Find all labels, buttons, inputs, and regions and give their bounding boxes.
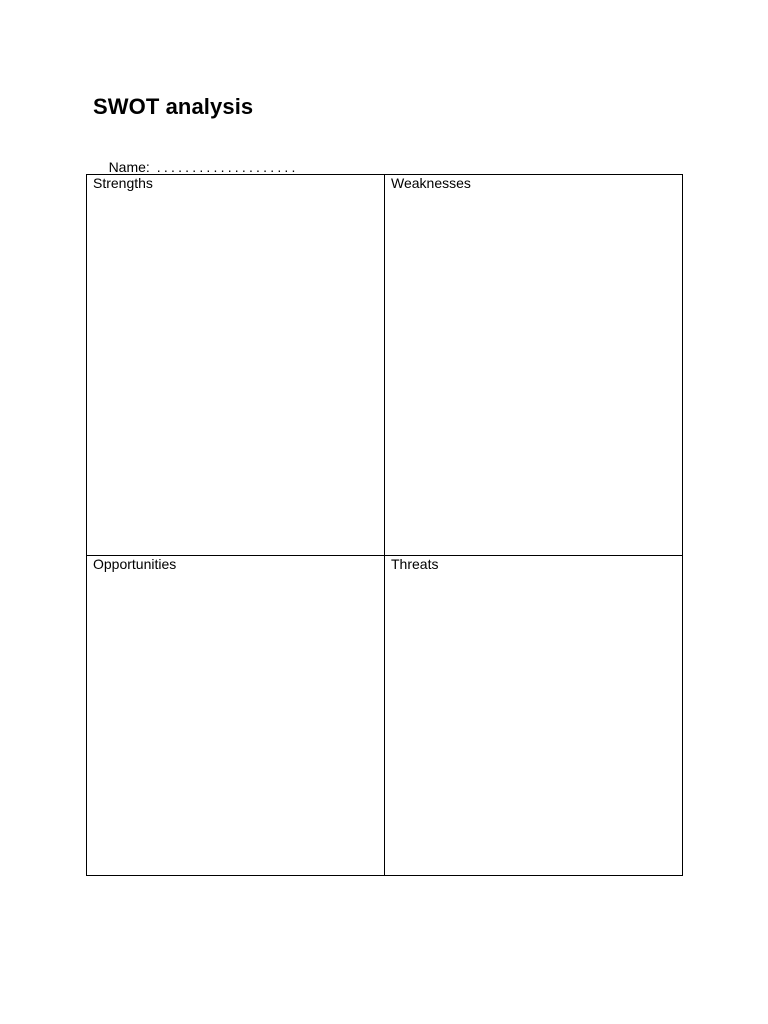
name-blank-line: ....................	[156, 159, 299, 175]
weaknesses-quadrant	[385, 175, 683, 556]
opportunities-label: Opportunities	[93, 556, 177, 572]
threats-quadrant	[385, 556, 683, 876]
threats-label: Threats	[391, 556, 439, 572]
swot-grid	[86, 174, 683, 876]
weaknesses-label: Weaknesses	[391, 175, 471, 191]
opportunities-quadrant	[87, 556, 385, 876]
page-title: SWOT analysis	[93, 94, 254, 119]
name-label: Name:	[108, 159, 150, 175]
strengths-label: Strengths	[93, 175, 153, 191]
strengths-quadrant	[87, 175, 385, 556]
